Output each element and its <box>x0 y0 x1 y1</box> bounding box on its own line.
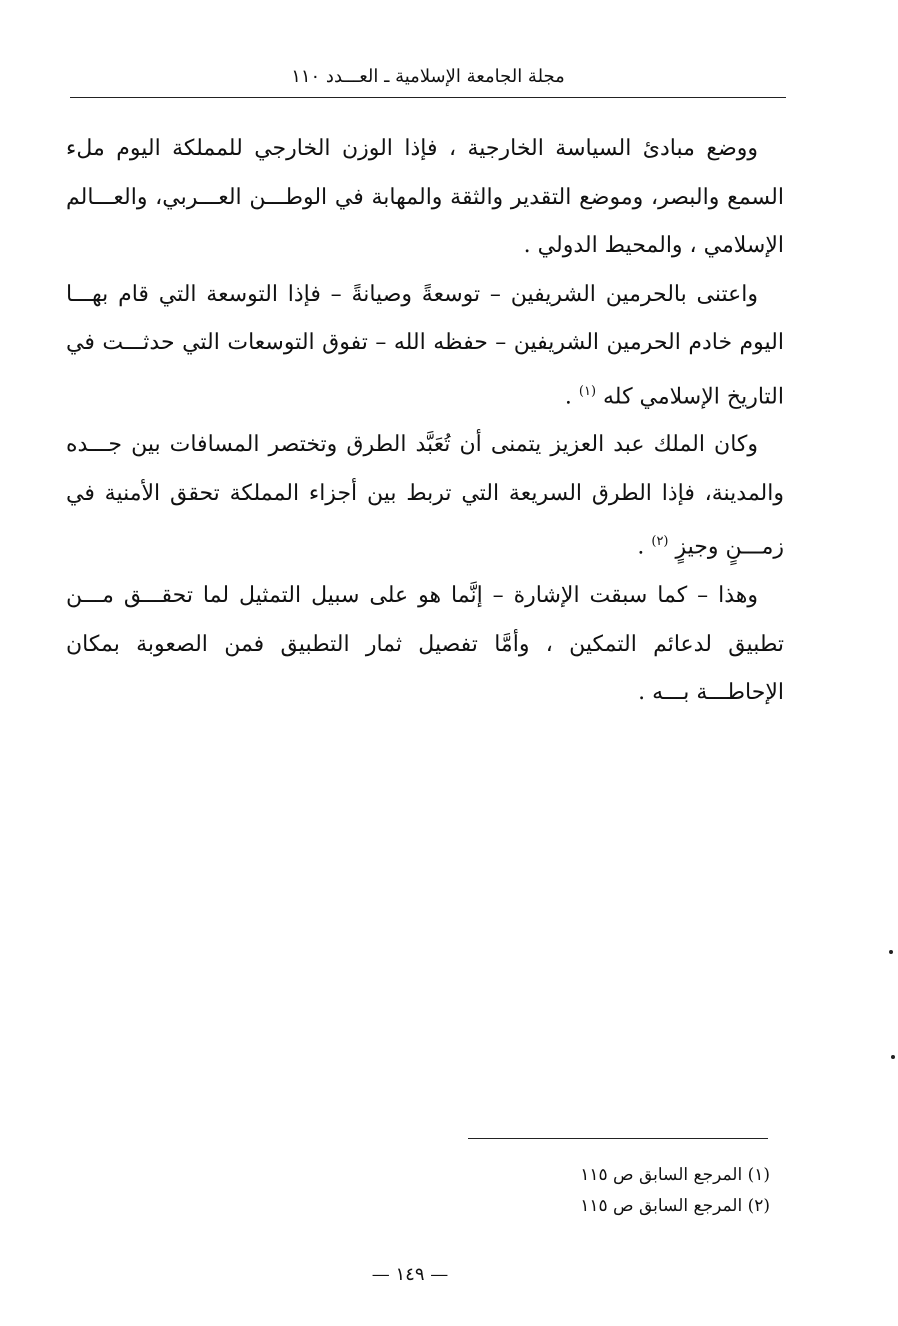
header-rule <box>70 97 786 98</box>
paragraph-roads <box>66 421 784 572</box>
footnotes <box>300 1160 770 1222</box>
footnote-ref-1[interactable]: (١) <box>578 383 597 399</box>
paragraph-text: وهذا – كما سبقت الإشارة – إنَّما هو على سبيل التمثيل لما تحقـــق مـــن تطبيق لدعائم التمكين ، وأمَّا تفصيل ثمار التطبيق فمن الصعوبة بمكان الإحاطـــة بـــه . <box>66 583 784 706</box>
paragraph-two-holy-mosques <box>66 271 784 422</box>
sentence-end: . <box>637 534 652 560</box>
paragraph-conclusion <box>66 572 784 718</box>
body-text <box>66 125 784 718</box>
paragraph-text: وكان الملك عبد العزيز يتمنى أن تُعَبَّد الطرق وتختصر المسافات بين جـــده والمدينة، فإذا الطرق السريعة التي تربط بين أجزاء المملكة تحقق الأمنية في زمـــنٍ وجيزٍ <box>66 432 784 560</box>
sentence-end: . <box>564 383 579 409</box>
running-header: مجلة الجامعة الإسلامية ـ العـــدد ١١٠ <box>291 66 565 87</box>
paragraph-text: ووضع مبادئ السياسة الخارجية ، فإذا الوزن الخارجي للمملكة اليوم ملء السمع والبصر، وموضع التقدير والثقة والمهابة في الوطـــن العـــربي، والعـــالم الإسلامي ، والمحيط الدولي . <box>66 136 784 258</box>
margin-mark <box>889 950 893 954</box>
footnote-ref-2[interactable]: (٢) <box>651 534 669 550</box>
paragraph-foreign-policy <box>66 125 784 271</box>
margin-mark <box>891 1055 895 1059</box>
footnote-2: (٢) المرجع السابق ص ١١٥ <box>580 1196 770 1216</box>
page-number: — ١٤٩ — <box>371 1264 449 1285</box>
footnote-1: (١) المرجع السابق ص ١١٥ <box>580 1165 770 1185</box>
paragraph-text: واعتنى بالحرمين الشريفين – توسعةً وصيانةً – فإذا التوسعة التي قام بهـــا اليوم خادم الحرمين الشريفين – حفظه الله – تفوق التوسعات التي حدثـــت في التاريخ الإسلامي كله <box>66 281 784 409</box>
footnote-rule <box>468 1138 768 1139</box>
